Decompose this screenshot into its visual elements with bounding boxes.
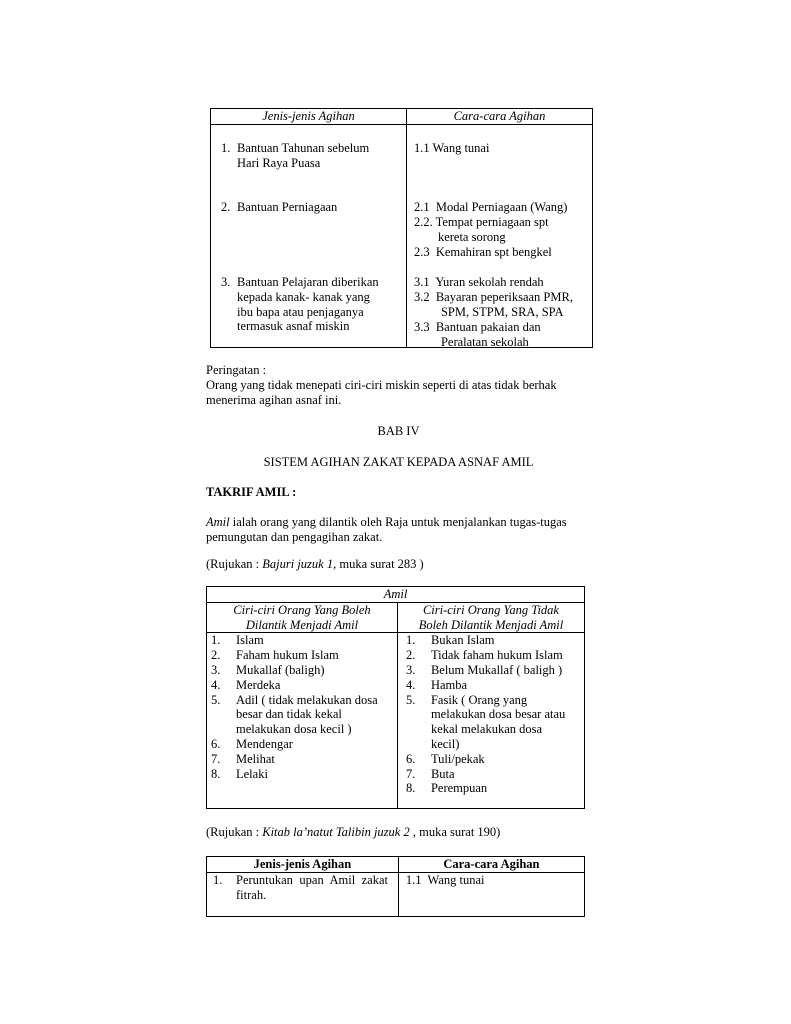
amil-boleh-item — [211, 663, 397, 678]
amil-tidak-boleh-item-text: Bukan Islam — [430, 633, 495, 648]
table3-row-num: 1. — [213, 872, 223, 887]
amil-boleh-item-text: melakukan dosa kecil ) — [236, 722, 352, 737]
amil-boleh-item — [211, 752, 397, 767]
amil-tidak-boleh-item-number: 1. — [405, 633, 416, 648]
takrif-heading: TAKRIF AMIL : — [206, 485, 297, 499]
table3-header-cara: Cara-cara Agihan — [398, 857, 584, 873]
amil-boleh-item-number: 5. — [211, 692, 221, 707]
amil-tidak-boleh-item — [406, 648, 584, 663]
table-ciri-amil — [206, 586, 585, 809]
amil-tidak-boleh-item-text: Fasik ( Orang yang — [430, 692, 528, 707]
amil-boleh-item-text: besar dan tidak kekal — [236, 707, 342, 722]
table3-jenis-text: Peruntukan upan Amil zakat fitrah. — [236, 872, 388, 902]
amil-tidak-boleh-item — [406, 752, 584, 767]
amil-tidak-boleh-item — [406, 781, 584, 796]
table1-row3-num: 3. — [221, 275, 231, 289]
amil-boleh-item-text: Lelaki — [236, 766, 268, 781]
table2-title: Amil — [207, 587, 585, 603]
amil-boleh-item-number: 8. — [211, 766, 221, 781]
definition-line-2: pemungutan dan pengagihan zakat. — [206, 530, 383, 544]
table1-cara-1-1: 1.1 Wang tunai — [413, 141, 490, 155]
amil-tidak-boleh-item — [406, 663, 584, 678]
amil-boleh-item-text: Faham hukum Islam — [236, 648, 339, 663]
amil-boleh-item — [211, 678, 397, 693]
amil-boleh-item — [211, 648, 397, 663]
table3-cara-text: 1.1 Wang tunai — [405, 872, 485, 887]
table-agihan-miskin — [210, 108, 593, 348]
amil-boleh-item-text: Adil ( tidak melakukan dosa — [236, 692, 378, 707]
amil-boleh-item-number: 2. — [211, 648, 221, 663]
amil-tidak-boleh-item — [406, 678, 584, 693]
amil-tidak-boleh-item-text: melakukan dosa besar atau — [430, 707, 566, 722]
table1-cara-2-1: 2.1 Modal Perniagaan (Wang) — [413, 200, 568, 214]
table2-right-header: Ciri-ciri Orang Yang Tidak Boleh Dilantik Menjadi Amil — [397, 602, 584, 633]
table3-header-jenis: Jenis-jenis Agihan — [207, 857, 399, 873]
amil-tidak-boleh-item-text: Tidak faham hukum Islam — [430, 648, 563, 663]
table1-row1-jenis: Bantuan Tahunan sebelum Hari Raya Puasa — [237, 141, 370, 170]
definition-line-1: Amil ialah orang yang dilantik oleh Raja untuk menjalankan tugas-tugas — [206, 515, 567, 529]
amil-boleh-item-text: Merdeka — [236, 677, 281, 692]
amil-boleh-item — [211, 767, 397, 782]
table1-cara-2-2: 2.2. Tempat perniagaan spt kereta sorong — [413, 215, 549, 244]
amil-boleh-item-number: 4. — [211, 677, 221, 692]
table1-row1-num: 1. — [221, 141, 231, 155]
amil-tidak-boleh-item — [406, 693, 584, 752]
table2-left-list — [207, 633, 398, 809]
amil-tidak-boleh-item — [406, 633, 584, 648]
table1-header-jenis: Jenis-jenis Agihan — [211, 109, 407, 125]
table1-cara-cell — [406, 125, 592, 348]
amil-tidak-boleh-item-number: 5. — [405, 692, 416, 707]
reference-1: (Rujukan : Bajuri juzuk 1, muka surat 283 ) — [206, 557, 424, 571]
warning-line-2: menerima agihan asnaf ini. — [206, 393, 342, 407]
table3-jenis-cell — [207, 872, 399, 916]
amil-tidak-boleh-item-text: Perempuan — [430, 781, 488, 796]
table3-cara-cell — [398, 872, 584, 916]
amil-boleh-item-number: 7. — [211, 751, 221, 766]
amil-tidak-boleh-item-number: 2. — [405, 648, 416, 663]
amil-tidak-boleh-item-number: 3. — [405, 662, 416, 677]
table-agihan-amil — [206, 856, 585, 917]
amil-tidak-boleh-item-number: 7. — [405, 766, 416, 781]
amil-tidak-boleh-item-text: Hamba — [430, 677, 468, 692]
amil-tidak-boleh-item — [406, 767, 584, 782]
amil-boleh-item-text: Mukallaf (baligh) — [236, 662, 325, 677]
amil-tidak-boleh-item-number: 8. — [405, 781, 416, 796]
table1-cara-2-3: 2.3 Kemahiran spt bengkel — [413, 245, 552, 259]
table1-jenis-cell — [211, 125, 407, 348]
amil-tidak-boleh-item-text: Buta — [430, 766, 455, 781]
amil-tidak-boleh-item-text: Belum Mukallaf ( baligh ) — [430, 662, 563, 677]
amil-boleh-item-number: 1. — [211, 633, 221, 648]
table1-row3-jenis: Bantuan Pelajaran diberikan kepada kanak- kanak yang ibu bapa atau penjaganya termasuk asnaf miskin — [237, 275, 379, 334]
table1-cara-3-1: 3.1 Yuran sekolah rendah — [413, 275, 544, 289]
amil-boleh-item-text: Mendengar — [236, 736, 293, 751]
chapter-number: BAB IV — [377, 424, 420, 438]
table1-row2-jenis: Bantuan Perniagaan — [237, 200, 338, 214]
amil-tidak-boleh-item-text: kekal melakukan dosa — [430, 722, 543, 737]
amil-boleh-item-text: Melihat — [236, 751, 275, 766]
amil-boleh-item — [211, 737, 397, 752]
table1-cara-3-3: 3.3 Bantuan pakaian dan Peralatan sekolah — [413, 320, 541, 349]
chapter-title: SISTEM AGIHAN ZAKAT KEPADA ASNAF AMIL — [263, 455, 534, 469]
amil-tidak-boleh-item-number: 6. — [405, 751, 416, 766]
table1-row2-num: 2. — [221, 200, 231, 214]
amil-tidak-boleh-item-text: Tuli/pekak — [430, 751, 485, 766]
amil-boleh-item-number: 6. — [211, 736, 221, 751]
amil-boleh-item — [211, 693, 397, 737]
amil-boleh-item-number: 3. — [211, 662, 221, 677]
table2-left-header: Ciri-ciri Orang Yang Boleh Dilantik Menjadi Amil — [207, 602, 398, 633]
amil-tidak-boleh-item-text: kecil) — [430, 736, 460, 751]
amil-boleh-item — [211, 633, 397, 648]
reference-2: (Rujukan : Kitab la’natut Talibin juzuk 2 , muka surat 190) — [206, 825, 501, 839]
table1-cara-3-2: 3.2 Bayaran peperiksaan PMR, SPM, STPM, SRA, SPA — [413, 290, 573, 319]
warning-line-1: Orang yang tidak menepati ciri-ciri miskin seperti di atas tidak berhak — [206, 378, 557, 392]
table2-right-list — [397, 633, 584, 809]
warning-label: Peringatan : — [206, 363, 267, 377]
table1-header-cara: Cara-cara Agihan — [406, 109, 592, 125]
amil-boleh-item-text: Islam — [236, 633, 264, 648]
amil-tidak-boleh-item-number: 4. — [405, 677, 416, 692]
